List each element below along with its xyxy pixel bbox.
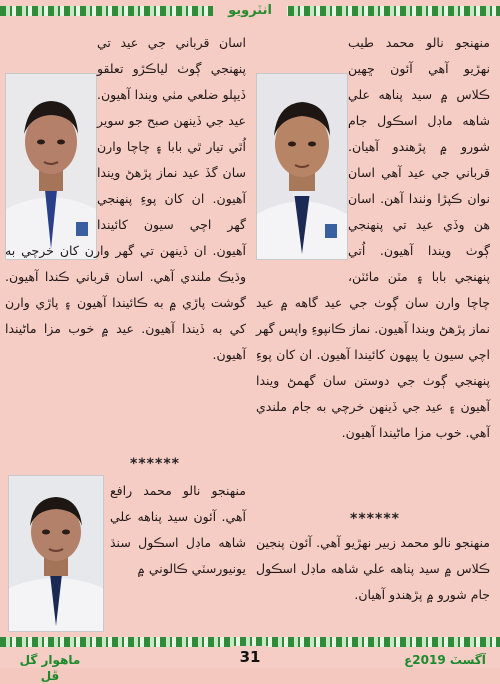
page-number: 31 [232, 646, 268, 668]
separator-stars-right: ****** [350, 511, 400, 527]
interview-paragraph-zubair: منهنجو نالو محمد زبير نهڙيو آهي. آئون پنجين ڪلاس ۾ سيد پناهه علي شاهه ماڊل اسڪول جام شورو ۾ پڙهندو آهيان. [256, 535, 490, 602]
paragraph-text: منهنجو نالو محمد طيب نهڙيو آهي آئون ڇهين ڪلاس ۾ سيد پناهه علي شاهه ماڊل اسڪول جام شورو ۾ پڙهندو آهيان. قرباني جي عيد آهي اسان نوان ڪپڙا وٺندا آهن. اسان هن وڏي عيد تي پنهنجي ڳوٺ ويندا آهيون. اُتي پنهنجي بابا ۽ مٽن مائٽن، چاچا وارن سان ڳوٺ جي عيد گاهه ۾ عيد نماز پڙهڻ ويندا آهيون. نماز ڪانپوءِ واپس گهر اچي سيون يا پيهون کائيندا آهيون. ان کان پوءِ پنهنجي ڳوٺ جي دوستن سان گهمڻ ويندا آهيون ۽ عيد جي ڏينهن خرچي به جام ملندي آهي. خوب مزا ماڻيندا آهيون. [256, 35, 490, 440]
paragraph-text: اسان قرباني جي عيد تي پنهنجي ڳوٺ لياڪڙو تعلقو ڏيپلو ضلعي مٺي ويندا آهيون. عيد جي ڏينهن صبح جو سوير اُٿي تيار ٿي بابا ۽ چاچا وارن سان گڏ عيد نماز پڙهڻ ويندا آهيون. ان کان پوءِ پنهنجي گهر اچي سيون کائيندا آهيون. ان ڏينهن تي گهر وارن کان خرچي به وڌيڪ ملندي آهي. اسان قرباني ڪندا آهيون. گوشت پاڙي ۾ به ڪائيندا آهيون ۽ پاڙي وارن کي به ڏيندا آهيون. عيد ۾ خوب مزا ماڻيندا آهيون. [5, 35, 246, 362]
interview-paragraph-middle [5, 30, 246, 368]
interview-paragraph-rafay: منهنجو نالو محمد رافع آهي. آئون سيد پناهه علي شاهه ماڊل اسڪول سنڌ يونيورسٽي ڪالوني ۾ [110, 483, 246, 576]
left-column-text [5, 30, 246, 440]
portrait-illustration [9, 476, 103, 631]
issue-date: آگسٽ 2019ع [400, 652, 490, 668]
photo-space [5, 30, 97, 238]
interview-paragraph-tayyab [256, 30, 490, 446]
boy-photo-rafay [8, 475, 104, 632]
right-column-text [256, 30, 490, 470]
section-title: انٽرويو [213, 2, 287, 20]
photo-space [256, 30, 348, 268]
separator-stars-left: ****** [130, 456, 180, 472]
magazine-name: ماهوار گل ڦل [10, 652, 90, 668]
